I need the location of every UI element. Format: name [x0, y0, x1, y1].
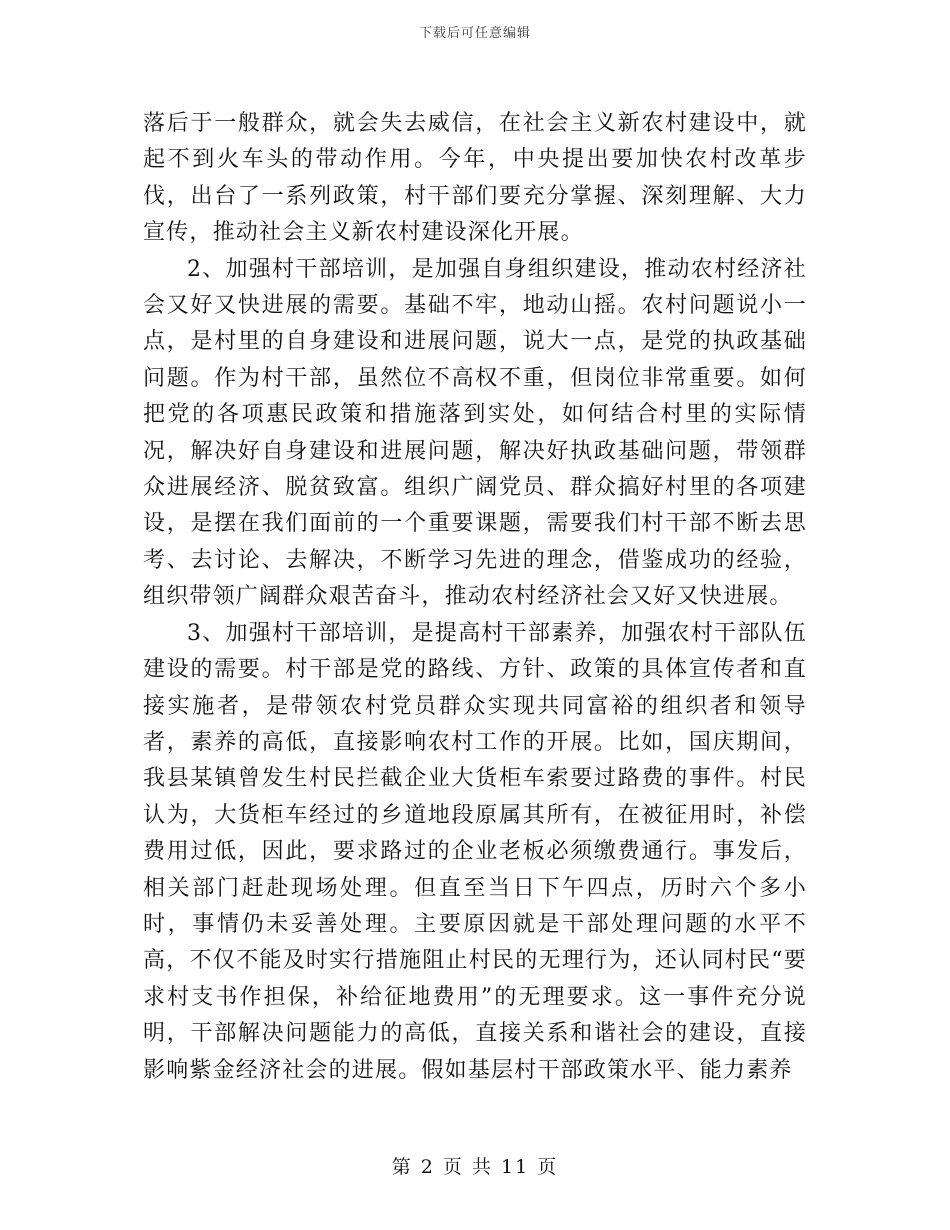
header-note: 下载后可任意编辑: [418, 26, 531, 41]
paragraph-point-2: 2、加强村干部培训，是加强自身组织建设，推动农村经济社会又好又快进展的需要。基础不牢，地动山摇。农村问题说小一点，是村里的自身建设和进展问题，说大一点，是党的执政基础问题。作为村干部，虽然位不高权不重，但岗位非常重要。如何把党的各项惠民政策和措施落到实处，如何结合村里的实际情况，解决好自身建设和进展问题，解决好执政基础问题，带领群众进展经济、脱贫致富。组织广阔党员、群众搞好村里的各项建设，是摆在我们面前的一个重要课题，需要我们村干部不断去思考、去讨论、去解决，不断学习先进的理念，借鉴成功的经验，组织带领广阔群众艰苦奋斗，推动农村经济社会又好又快进展。: [143, 256, 807, 610]
total-label-prefix: 共: [471, 1156, 493, 1178]
page-number-footer: [0, 1152, 950, 1179]
total-page-count: 11: [501, 1156, 530, 1178]
document-body: [143, 106, 807, 1089]
page-label-prefix: 第: [391, 1156, 413, 1178]
paragraph-continuation: 落后于一般群众，就会失去威信，在社会主义新农村建设中，就起不到火车头的带动作用。今年，中央提出要加快农村改革步伐，出台了一系列政策，村干部们要充分掌握、深刻理解、大力宣传，推动社会主义新农村建设深化开展。: [143, 111, 807, 246]
paragraph-point-3: 3、加强村干部培训，是提高村干部素养，加强农村干部队伍建设的需要。村干部是党的路线、方针、政策的具体宣传者和直接实施者，是带领农村党员群众实现共同富裕的组织者和领导者，素养的高低，直接影响农村工作的开展。比如，国庆期间，我县某镇曾发生村民拦截企业大货柜车索要过路费的事件。村民认为，大货柜车经过的乡道地段原属其所有，在被征用时，补偿费用过低，因此，要求路过的企业老板必须缴费通行。事发后，相关部门赶赴现场处理。但直至当日下午四点，历时六个多小时，事情仍未妥善处理。主要原因就是干部处理问题的水平不高，不仅不能及时实行措施阻止村民的无理行为，还认同村民“要求村支书作担保，补给征地费用”的无理要求。这一事件充分说明，干部解决问题能力的高低，直接关系和谐社会的建设，直接影响紫金经济社会的进展。假如基层村干部政策水平、能力素养: [143, 620, 807, 1083]
total-label-suffix: 页: [537, 1156, 559, 1178]
page-label-mid: 页: [442, 1156, 464, 1178]
current-page-number: 2: [420, 1156, 435, 1178]
